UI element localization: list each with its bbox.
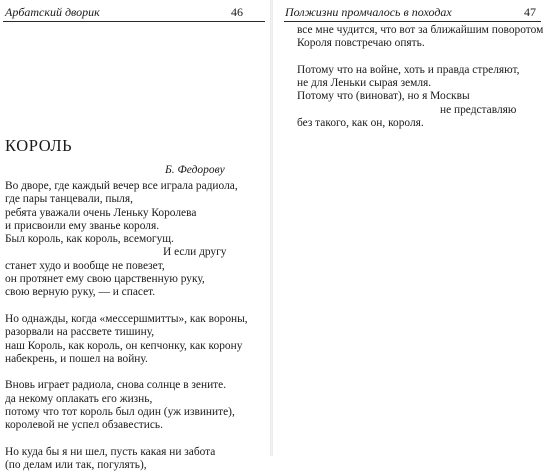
verse-line: Потому что (виноват), но я Москвы	[297, 90, 470, 103]
left-running-head: Арбатский дворик	[5, 5, 100, 19]
verse-line: Был король, как король, всемогущ.	[5, 233, 174, 246]
verse-line: наш Король, как король, он кепчонку, как корону	[5, 339, 243, 352]
right-verse-lines	[297, 24, 543, 130]
verse-line: потому что тот король был один (уж извините),	[5, 406, 235, 419]
verse-line: королевой не успел обзавестись.	[5, 419, 163, 432]
verse-line: ребята уважали очень Леньку Королева	[5, 206, 197, 219]
stanza-break	[5, 433, 248, 446]
verse-line: он протянет ему свою царственную руку,	[5, 273, 205, 286]
verse-line: где пары танцевали, пыля,	[5, 193, 133, 206]
right-page	[272, 0, 544, 456]
stanza-break	[5, 300, 248, 313]
verse-line: Но куда бы я ни шел, пусть какая ни забота	[5, 445, 216, 458]
verse-line: все мне чудится, что вот за ближайшим поворотом	[297, 24, 544, 36]
verse-line: разорвали на рассвете тишину,	[5, 326, 155, 339]
stanza-break	[297, 51, 543, 64]
left-page-number: 46	[231, 5, 243, 19]
right-header-rule	[284, 21, 541, 22]
left-page	[0, 0, 272, 472]
verse-line: без такого, как он, короля.	[297, 117, 424, 130]
left-header-rule	[3, 21, 265, 22]
verse-line: станет худо и вообще не повезет,	[5, 259, 165, 272]
right-running-head: Полжизни промчалось в походах	[285, 5, 452, 19]
poem-dedication: Б. Федорову	[165, 164, 225, 176]
verse-line: Во дворе, где каждый вечер все играла радиола,	[5, 180, 238, 192]
verse-line: И если другу	[163, 246, 227, 259]
verse-line: (по делам или так, погулять),	[5, 459, 147, 472]
verse-line: не для Леньки сырая земля.	[297, 77, 432, 90]
verse-line: Короля повстречаю опять.	[297, 37, 425, 50]
left-verse-lines	[5, 180, 248, 473]
verse-line: не представляю	[440, 103, 517, 116]
verse-line: набекрень, и пошел на войну.	[5, 352, 148, 365]
verse-line: да некому оплакать его жизнь,	[5, 392, 153, 405]
stanza-break	[5, 366, 248, 379]
right-page-number: 47	[524, 5, 536, 19]
poem-title: КОРОЛЬ	[5, 136, 73, 155]
verse-line: Но однажды, когда «мессершмитты», как вороны,	[5, 312, 248, 325]
verse-line: свою верную руку, — и спасет.	[5, 286, 156, 299]
verse-line: и присвоили ему званье короля.	[5, 219, 160, 232]
verse-line: Потому что на войне, хоть и правда стреляют,	[297, 63, 520, 76]
verse-line: Вновь играет радиола, снова солнце в зените.	[5, 379, 227, 392]
